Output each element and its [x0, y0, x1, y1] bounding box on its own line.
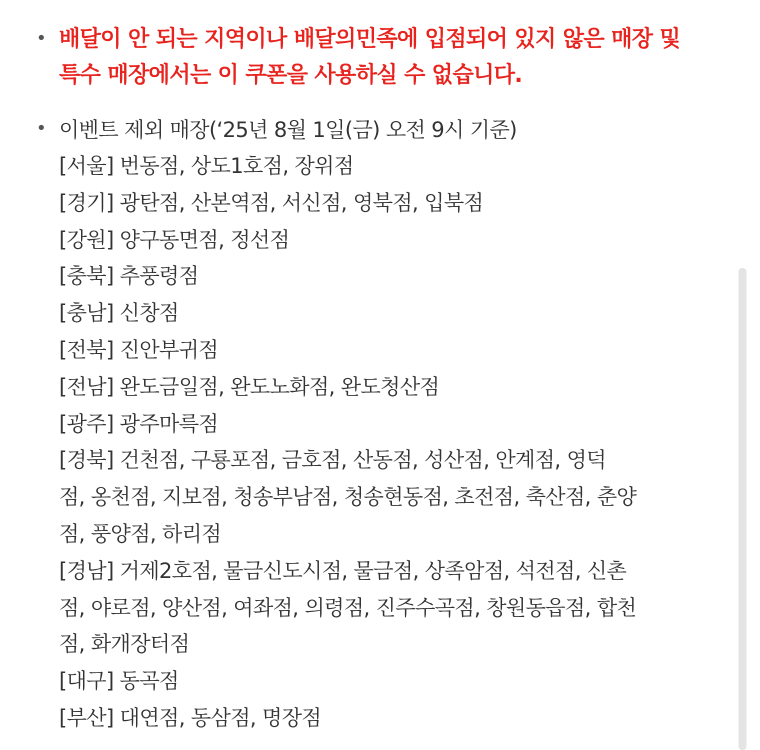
region-line-gyeonggi: [경기] 광탄점, 산본역점, 서신점, 영북점, 입북점	[59, 190, 484, 215]
region-line-jeonbuk: [전북] 진안부귀점	[59, 337, 219, 362]
region-line-gyeongnam-cont: 점, 야로점, 양산점, 여좌점, 의령점, 진주수곡점, 창원동읍점, 합천	[59, 595, 637, 620]
region-line-chungbuk: [충북] 추풍령점	[59, 264, 199, 289]
region-line-gyeongbuk-cont: 점, 풍양점, 하리점	[59, 521, 222, 546]
excluded-stores-heading: 이벤트 제외 매장(‘25년 8월 1일(금) 오전 9시 기준)	[59, 118, 517, 142]
region-line-seoul: [서울] 번동점, 상도1호점, 장위점	[59, 154, 354, 178]
region-line-busan: [부산] 대연점, 동삼점, 명장점	[59, 705, 322, 730]
region-line-gyeongbuk-cont: 점, 옹천점, 지보점, 청송부남점, 청송현동점, 초전점, 축산점, 춘양	[59, 485, 637, 510]
region-line-gangwon: [강원] 양구동면점, 정선점	[59, 227, 290, 252]
region-line-gyeongnam-cont: 점, 화개장터점	[59, 632, 190, 657]
region-line-jeonnam: [전남] 완도금일점, 완도노화점, 완도청산점	[59, 374, 440, 399]
excluded-bullet: •	[36, 118, 47, 139]
notice-line: 특수 매장에서는 이 쿠폰을 사용하실 수 없습니다.	[59, 63, 523, 88]
vertical-scrollbar[interactable]	[738, 268, 747, 750]
region-line-gwangju: [광주] 광주마륵점	[59, 411, 219, 436]
excluded-stores-list	[59, 148, 719, 737]
region-line-gyeongbuk: [경북] 건천점, 구룡포점, 금호점, 산동점, 성산점, 안계점, 영덕	[59, 448, 606, 473]
coupon-restriction-notice	[59, 22, 729, 94]
region-line-chungnam: [충남] 신창점	[59, 301, 179, 326]
notice-bullet: •	[36, 28, 47, 49]
scrollbar-thumb[interactable]	[739, 268, 746, 750]
notice-line: 배달이 안 되는 지역이나 배달의민족에 입점되어 있지 않은 매장 및	[59, 27, 681, 52]
region-line-gyeongnam: [경남] 거제2호점, 물금신도시점, 물금점, 상족암점, 석전점, 신촌	[59, 558, 627, 583]
region-line-daegu: [대구] 동곡점	[59, 669, 179, 694]
